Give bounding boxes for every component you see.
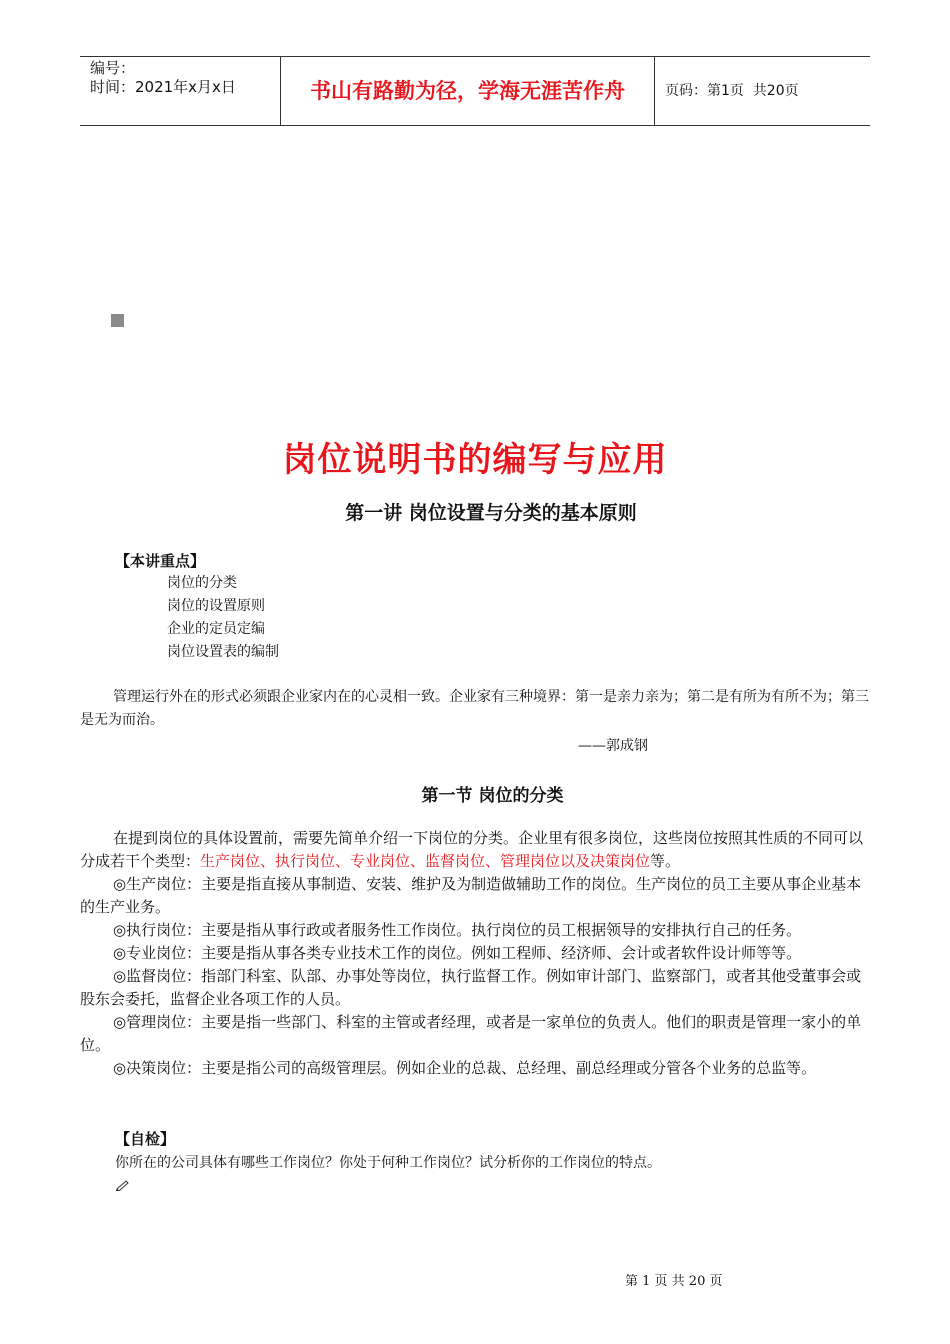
selfcheck-heading: 【自检】 [115, 1130, 176, 1148]
category-paragraph: ◎生产岗位：主要是指直接从事制造、安装、维护及为制造做辅助工作的岗位。生产岗位的员工主要从事企业基本的生产业务。 [80, 875, 862, 916]
category-paragraph: ◎执行岗位：主要是指从事行政或者服务性工作岗位。执行岗位的员工根据领导的安排执行自己的任务。 [113, 921, 802, 939]
time-label: 时间：2021年x月x日 [90, 78, 236, 96]
keypoint-item: 岗位的设置原则 [167, 598, 265, 614]
header-page-code [655, 57, 870, 125]
header-meta-cell [80, 57, 281, 125]
gray-square-icon [111, 314, 124, 327]
page-code-text: 页码：第1页 共20页 [665, 83, 799, 99]
category-paragraph: ◎专业岗位：主要是指从事各类专业技术工作的岗位。例如工程师、经济师、会计或者软件设计师等等。 [113, 944, 802, 962]
quote-author: ——郭成钢 [578, 738, 648, 754]
category-paragraph: ◎监督岗位：指部门科室、队部、办事处等岗位，执行监督工作。例如审计部门、监察部门，或者其他受董事会或股东会委托，监督企业各项工作的人员。 [80, 967, 862, 1008]
keypoint-item: 岗位设置表的编制 [167, 644, 279, 660]
intro-text: 在提到岗位的具体设置前，需要先简单介绍一下岗位的分类。企业里有很多岗位，这些岗位按照其性质的不同可以分成若干个类型： [80, 829, 864, 870]
category-paragraph: ◎决策岗位：主要是指公司的高级管理层。例如企业的总裁、总经理、副总经理或分管各个业务的总监等。 [113, 1059, 817, 1077]
intro-end: 等。 [650, 852, 681, 870]
document-subtitle: 第一讲 岗位设置与分类的基本原则 [345, 502, 637, 524]
header-table [80, 56, 870, 126]
section-body [80, 827, 872, 1080]
page-footer: 第 1 页 共 20 页 [625, 1274, 723, 1289]
selfcheck-question: 你所在的公司具体有哪些工作岗位？你处于何种工作岗位？试分析你的工作岗位的特点。 [115, 1155, 661, 1171]
keypoints-list [167, 572, 279, 664]
pencil-icon [116, 1179, 130, 1191]
number-label: 编号： [90, 59, 136, 77]
header-motto: 书山有路勤为径，学海无涯苦作舟 [281, 57, 655, 125]
document-title: 岗位说明书的编写与应用 [282, 440, 668, 480]
keypoints-heading: 【本讲重点】 [115, 552, 206, 570]
intro-highlight: 生产岗位、执行岗位、专业岗位、监督岗位、管理岗位以及决策岗位 [200, 852, 651, 870]
quote-paragraph: 管理运行外在的形式必须跟企业家内在的心灵相一致。企业家有三种境界：第一是亲力亲为；第二是有所为有所不为；第三是无为而治。 [80, 689, 869, 728]
section-title: 第一节 岗位的分类 [421, 786, 564, 806]
keypoint-item: 企业的定员定编 [167, 621, 265, 637]
keypoint-item: 岗位的分类 [167, 575, 237, 591]
intro-paragraph [80, 827, 872, 873]
category-paragraph: ◎管理岗位：主要是指一些部门、科室的主管或者经理，或者是一家单位的负责人。他们的职责是管理一家小的单位。 [80, 1013, 862, 1054]
